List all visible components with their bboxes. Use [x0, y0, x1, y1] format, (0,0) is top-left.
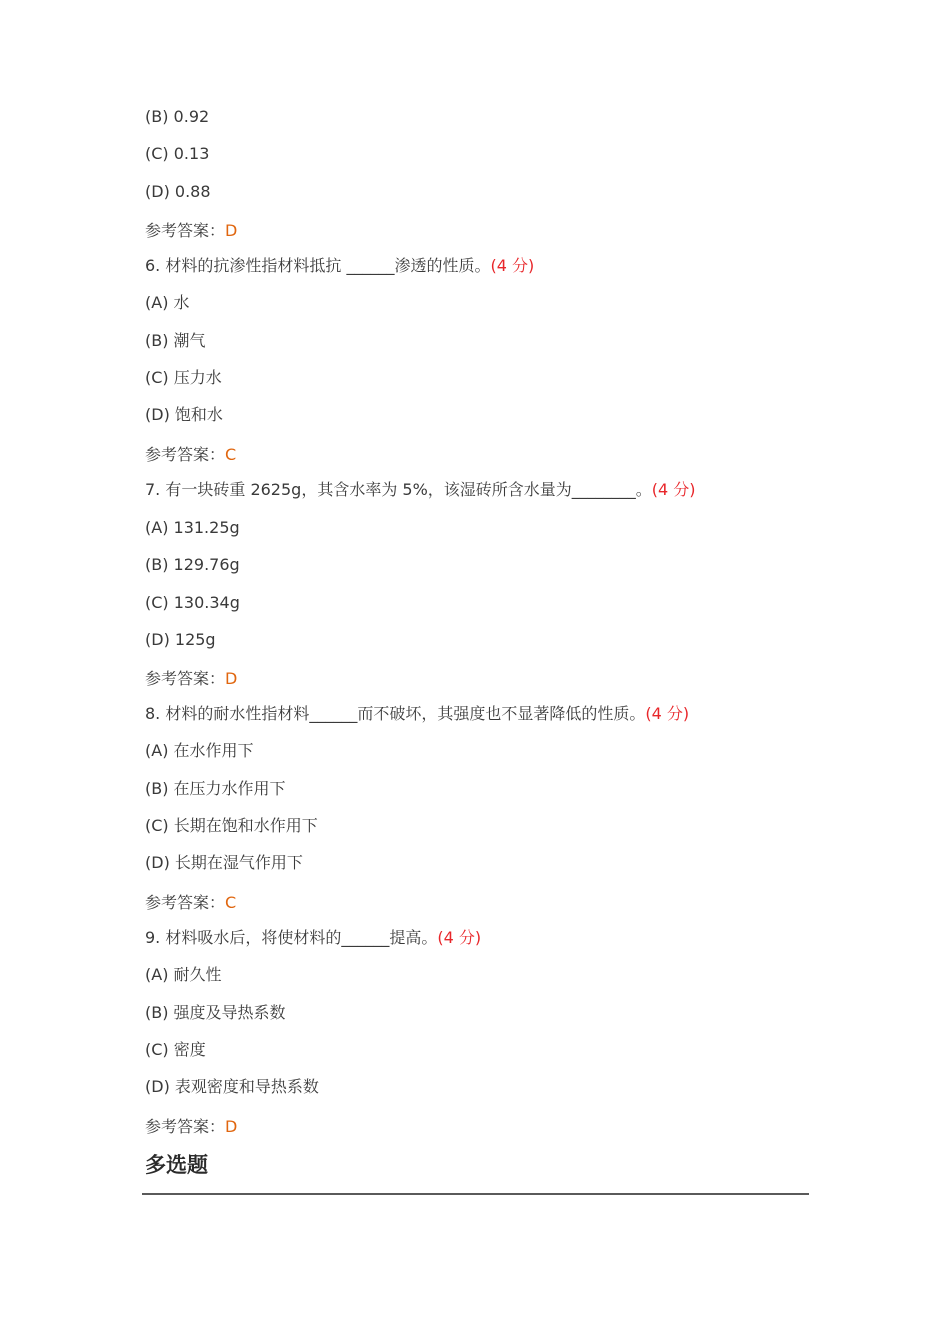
answer-label: 参考答案： — [145, 445, 226, 464]
reference-answer — [145, 220, 237, 242]
option-d: (D) 饱和水 — [145, 405, 223, 424]
reference-answer — [145, 892, 236, 914]
answer-label: 参考答案： — [145, 893, 226, 912]
option-a: (A) 耐久性 — [145, 965, 222, 984]
section-title: 多选题 — [145, 1153, 208, 1177]
option-a: (A) 在水作用下 — [145, 741, 254, 760]
option-a: (A) 水 — [145, 293, 190, 312]
option-c: (C) 长期在饱和水作用下 — [145, 816, 318, 835]
option-a: (A) 131.25g — [145, 518, 240, 537]
question-stem — [145, 927, 481, 949]
question-points: (4 分) — [645, 704, 690, 723]
question-points: (4 分) — [437, 928, 482, 947]
answer-value: D — [225, 221, 238, 240]
option-c: (C) 密度 — [145, 1040, 206, 1059]
answer-value: C — [225, 893, 237, 912]
option-c: (C) 0.13 — [145, 144, 210, 163]
answer-value: D — [225, 1117, 238, 1136]
answer-label: 参考答案： — [145, 1117, 226, 1136]
option-b: (B) 潮气 — [145, 331, 206, 350]
answer-value: D — [225, 669, 238, 688]
option-d: (D) 0.88 — [145, 182, 211, 201]
question-stem — [145, 255, 534, 277]
question-text: 7. 有一块砖重 2625g，其含水率为 5%，该湿砖所含水量为________。 — [145, 480, 652, 499]
question-text: 9. 材料吸水后，将使材料的______提高。 — [145, 928, 438, 947]
option-c: (C) 130.34g — [145, 593, 240, 612]
reference-answer — [145, 1116, 237, 1138]
question-points: (4 分) — [490, 256, 535, 275]
question-stem — [145, 703, 689, 725]
answer-label: 参考答案： — [145, 221, 226, 240]
option-b: (B) 0.92 — [145, 107, 210, 126]
option-b: (B) 129.76g — [145, 555, 240, 574]
question-points: (4 分) — [651, 480, 696, 499]
section-divider — [142, 1193, 809, 1195]
answer-value: C — [225, 445, 237, 464]
question-stem — [145, 479, 696, 501]
option-b: (B) 强度及导热系数 — [145, 1003, 286, 1022]
option-d: (D) 125g — [145, 630, 216, 649]
option-b: (B) 在压力水作用下 — [145, 779, 286, 798]
question-text: 6. 材料的抗渗性指材料抵抗 ______渗透的性质。 — [145, 256, 491, 275]
reference-answer — [145, 668, 237, 690]
option-c: (C) 压力水 — [145, 368, 222, 387]
option-d: (D) 长期在湿气作用下 — [145, 853, 303, 872]
reference-answer — [145, 444, 236, 466]
question-text: 8. 材料的耐水性指材料______而不破坏，其强度也不显著降低的性质。 — [145, 704, 646, 723]
answer-label: 参考答案： — [145, 669, 226, 688]
option-d: (D) 表观密度和导热系数 — [145, 1077, 319, 1096]
